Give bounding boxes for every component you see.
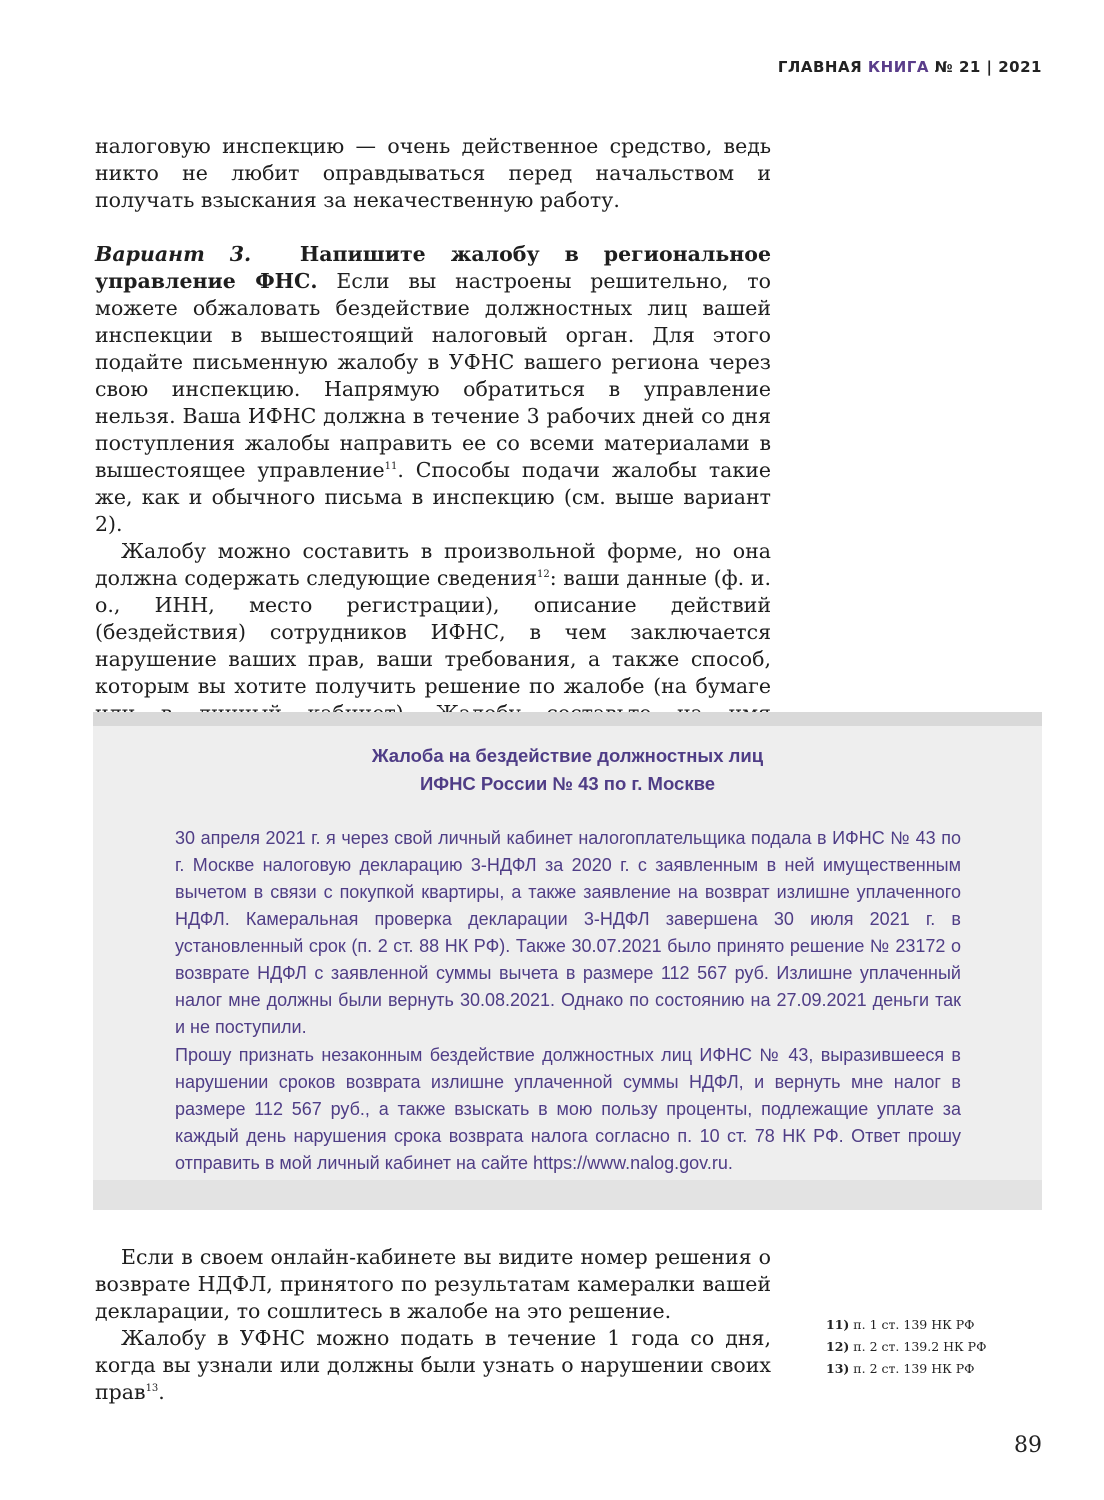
header-kniga: КНИГА — [867, 58, 929, 76]
footnote-ref-13: 13 — [145, 1383, 159, 1395]
page-number: 89 — [1014, 1433, 1042, 1458]
running-header — [778, 58, 1042, 76]
complaint-sample-box — [93, 712, 1042, 1210]
footnotes — [826, 1314, 986, 1380]
footnote-ref-12: 12 — [537, 569, 550, 581]
footnote-11: 11) п. 1 ст. 139 НК РФ — [826, 1317, 975, 1332]
complaint-paragraph-1: 30 апреля 2021 г. я через свой личный кабинет налогоплательщика подала в ИФНС № 43 по г. Москве налоговую декларацию 3-НДФЛ за 2020 г. с заявленным в ней имущественным вычетом в связи с покупкой квартиры, а также заявление на возврат излишне уплаченного НДФЛ. Камеральная проверка декларации 3-НДФЛ завершена 30 июля 2021 г. в установленный срок (п. 2 ст. 88 НК РФ). Также 30.07.2021 было принято решение № 23172 о возврате НДФЛ с заявленной суммы вычета в размере 112 567 руб. Излишне уплаченный налог мне должны были вернуть 30.08.2021. Однако по состоянию на 27.09.2021 деньги так и не поступили. — [175, 828, 961, 1037]
box-bottom-border — [93, 1180, 1042, 1210]
complaint-title: Жалоба на бездействие должностных лиц ИФНС России № 43 по г. Москве — [371, 745, 764, 794]
variant-label: Вариант 3. — [95, 242, 252, 266]
header-issue: № 21 | 2021 — [934, 58, 1042, 76]
footnote-13: 13) п. 2 ст. 139 НК РФ — [826, 1361, 975, 1376]
footnote-12: 12) п. 2 ст. 139.2 НК РФ — [826, 1339, 987, 1354]
box-top-border — [93, 712, 1042, 726]
footnote-ref-11: 11 — [384, 461, 398, 473]
paragraph-intro: налоговую инспекцию — очень действенное средство, ведь никто не любит оправдываться перед начальством и получать взыскания за некачественную работу. — [95, 134, 771, 212]
complaint-paragraph-2: Прошу признать незаконным бездействие должностных лиц ИФНС № 43, выразившееся в нарушении сроков возврата излишне уплаченной суммы НДФЛ, и вернуть мне налог в размере 112 567 руб., а также взыскать в мою пользу проценты, подлежащие уплате за каждый день нарушения срока возврата налога согласно п. 10 ст. 78 НК РФ. Ответ прошу отправить в мой личный кабинет на сайте https://www.nalog.gov.ru. — [175, 1045, 961, 1173]
header-glavnaya: ГЛАВНАЯ — [777, 58, 863, 76]
section-variant-3: Вариант 3. Напишите жалобу в региональное управление ФНС. Если вы настроены решительно, то можете обжаловать бездействие должностных лиц вашей инспекции в вышестоящий налоговый орган. Для этого подайте письменную жалобу в УФНС вашего региона через свою инспекцию. Напрямую обратиться в управление нельзя. Ваша ИФНС должна в течение 3 рабочих дней со дня поступления жалобы направить ее со всеми материалами в вышестоящее управление$^{11}$. Способы подачи жалобы такие же, как и обычного письма в инспекцию (см. выше вариант 2). Жалобу можно составить в произвольной форме, но она должна содержать следующие сведения$^{12}$: ваши данные (ф. и. о., ИНН, место регистрации), описание действий (бездействия) сотрудников ИФНС, в чем заключается нарушение ваших прав, ваши требования, а также способ, которым вы хотите получить решение по жалобе (на бумаге — [95, 242, 771, 698]
section-after-box: Если в своем онлайн-кабинете вы видите номер решения о возврате НДФЛ, принятого по результатам камералки вашей декларации, то сошлитесь в жалобе на это решение. Жалобу в УФНС можно подать в течение 1 года со дня, когда вы узнали или должны были узнать о нарушении своих прав$^{13}$. — [95, 1245, 771, 1404]
variant-heading: Напишите жалобу в региональное управление ФНС. — [95, 242, 771, 293]
